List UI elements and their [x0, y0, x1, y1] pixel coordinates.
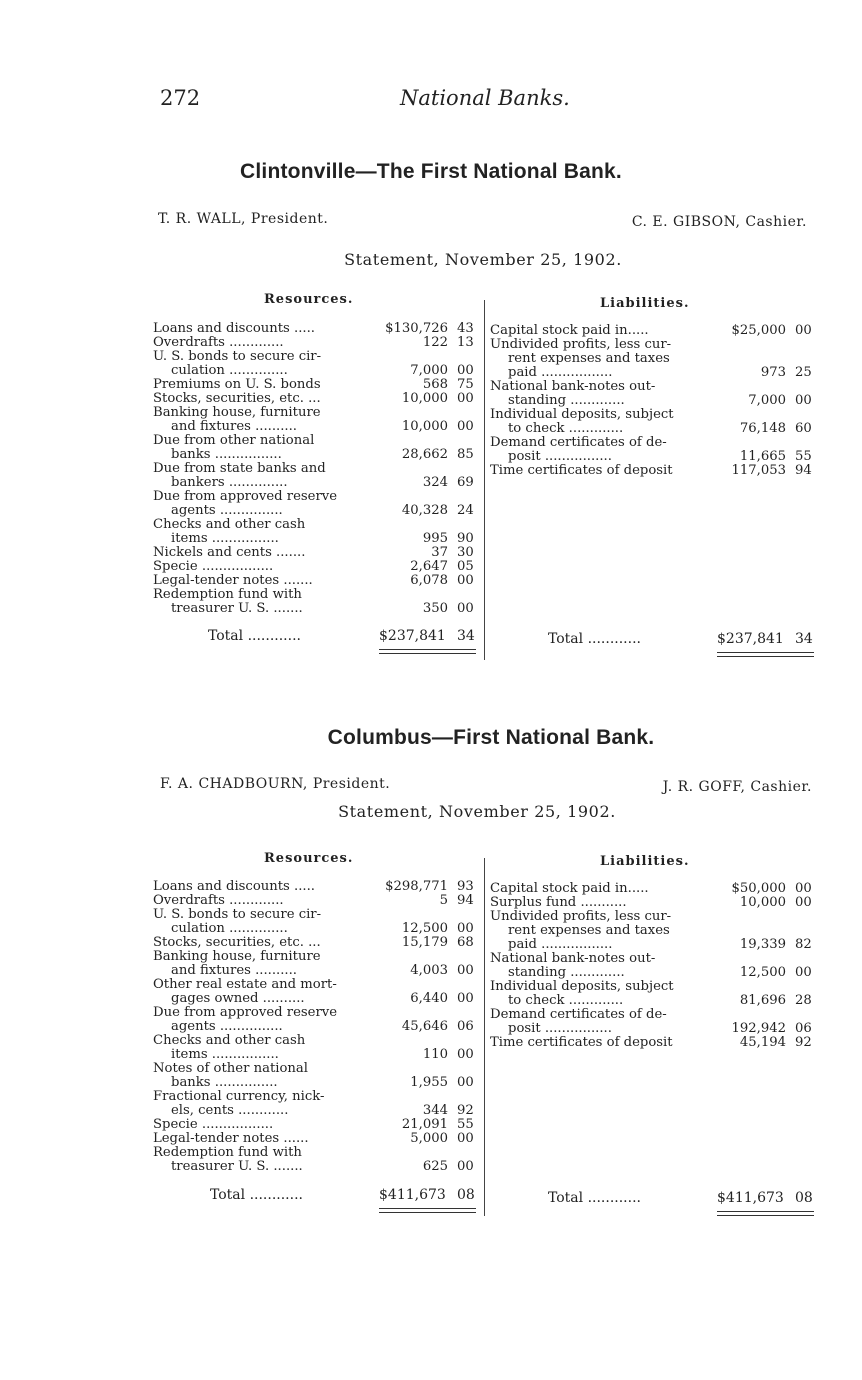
liabilities-total-dollars: $411,673 [717, 1190, 784, 1206]
ledger-label: Capital stock paid in..... [490, 881, 649, 896]
bank-title: Clintonville—The First National Bank. [240, 160, 622, 183]
ledger-label: Due from approved reserve [153, 1005, 338, 1020]
ledger-cents: 69 [457, 475, 474, 490]
ledger-cents: 05 [457, 559, 474, 574]
ledger-row [153, 1076, 479, 1090]
ledger-label: Due from state banks and [153, 461, 326, 476]
liabilities-total-cents: 08 [795, 1190, 813, 1206]
ledger-dollars: 40,328 [401, 503, 448, 518]
ledger-label: els, cents ............ [171, 1103, 289, 1118]
ledger-row [153, 560, 479, 574]
president: T. R. WALL, President. [158, 211, 329, 227]
ledger-cents: 93 [457, 879, 474, 894]
double-rule [717, 652, 814, 657]
ledger-row [153, 894, 479, 908]
ledger-label: bankers .............. [171, 475, 288, 490]
ledger-label: U. S. bonds to secure cir- [153, 907, 322, 922]
ledger-row [153, 476, 479, 490]
ledger-row [153, 462, 479, 476]
ledger-dollars: 192,942 [731, 1021, 786, 1036]
ledger-label: items ................ [171, 531, 279, 546]
ledger-label: banks ................ [171, 447, 282, 462]
ledger-cents: 06 [457, 1019, 474, 1034]
ledger-row [153, 1006, 479, 1020]
ledger-label: Due from other national [153, 433, 315, 448]
ledger-dollars: 81,696 [739, 993, 786, 1008]
ledger-cents: 94 [795, 463, 812, 478]
ledger-cents: 00 [457, 991, 474, 1006]
president: F. A. CHADBOURN, President. [160, 776, 391, 792]
ledger-row [490, 980, 816, 994]
ledger-cents: 85 [457, 447, 474, 462]
ledger-row [153, 448, 479, 462]
ledger-dollars: 37 [431, 545, 448, 560]
ledger-label: paid ................. [508, 937, 613, 952]
ledger-row [153, 350, 479, 364]
ledger-label: Legal-tender notes ...... [153, 1131, 309, 1146]
ledger-label: Stocks, securities, etc. ... [153, 935, 321, 950]
ledger-label: Stocks, securities, etc. ... [153, 391, 321, 406]
ledger-row [490, 1036, 816, 1050]
ledger-label: Nickels and cents ....... [153, 545, 306, 560]
ledger-row [490, 422, 816, 436]
liabilities-total-cents: 34 [795, 631, 813, 647]
ledger-row [153, 950, 479, 964]
ledger-label: banks ............... [171, 1075, 278, 1090]
ledger-dollars: 2,647 [410, 559, 448, 574]
resources-total-cents: 34 [457, 628, 475, 644]
ledger-row [153, 1118, 479, 1132]
ledger-dollars: 21,091 [401, 1117, 448, 1132]
ledger-label: Undivided profits, less cur- [490, 337, 672, 352]
ledger-label: culation .............. [171, 921, 288, 936]
liabilities-list [490, 324, 816, 478]
ledger-label: to check ............. [508, 993, 624, 1008]
ledger-dollars: 28,662 [401, 447, 448, 462]
double-rule [379, 649, 476, 654]
ledger-cents: 00 [457, 921, 474, 936]
ledger-dollars: 1,955 [410, 1075, 448, 1090]
ledger-label: Specie ................. [153, 559, 274, 574]
ledger-row [153, 588, 479, 602]
ledger-row [490, 450, 816, 464]
ledger-dollars: 7,000 [748, 393, 786, 408]
liabilities-heading: Liabilities. [600, 296, 690, 311]
double-rule [379, 1208, 476, 1213]
ledger-row [153, 1034, 479, 1048]
ledger-label: treasurer U. S. ....... [171, 1159, 303, 1174]
ledger-label: and fixtures .......... [171, 963, 298, 978]
ledger-row [153, 1160, 479, 1174]
ledger-dollars: 350 [422, 601, 448, 616]
ledger-dollars: 5,000 [410, 1131, 448, 1146]
ledger-row [490, 380, 816, 394]
ledger-row [490, 910, 816, 924]
ledger-dollars: 117,053 [731, 463, 786, 478]
ledger-row [490, 408, 816, 422]
ledger-label: gages owned .......... [171, 991, 305, 1006]
resources-total-cents: 08 [457, 1187, 475, 1203]
ledger-dollars: 7,000 [410, 363, 448, 378]
ledger-label: Checks and other cash [153, 517, 306, 532]
ledger-label: Legal-tender notes ....... [153, 573, 313, 588]
ledger-row [153, 336, 479, 350]
resources-list [153, 880, 479, 1174]
ledger-cents: 00 [457, 1159, 474, 1174]
ledger-row [490, 952, 816, 966]
ledger-row [490, 352, 816, 366]
running-title: National Banks. [400, 86, 570, 110]
ledger-dollars: $298,771 [385, 879, 448, 894]
ledger-cents: 00 [457, 1075, 474, 1090]
ledger-dollars: $130,726 [385, 321, 448, 336]
ledger-row [490, 1008, 816, 1022]
ledger-cents: 00 [795, 393, 812, 408]
liabilities-list [490, 882, 816, 1050]
ledger-row [153, 908, 479, 922]
ledger-dollars: 6,440 [410, 991, 448, 1006]
ledger-row [153, 322, 479, 336]
ledger-row [153, 392, 479, 406]
ledger-label: rent expenses and taxes [508, 923, 670, 938]
ledger-label: Time certificates of deposit [490, 1035, 673, 1050]
ledger-dollars: 568 [422, 377, 448, 392]
ledger-row [490, 924, 816, 938]
ledger-row [490, 966, 816, 980]
ledger-row [490, 464, 816, 478]
ledger-dollars: 76,148 [739, 421, 786, 436]
ledger-cents: 00 [457, 601, 474, 616]
ledger-cents: 00 [457, 1047, 474, 1062]
ledger-cents: 00 [457, 391, 474, 406]
ledger-cents: 00 [457, 363, 474, 378]
ledger-row [153, 1020, 479, 1034]
ledger-label: standing ............. [508, 393, 625, 408]
ledger-cents: 00 [457, 963, 474, 978]
ledger-label: items ................ [171, 1047, 279, 1062]
ledger-label: Overdrafts ............. [153, 335, 284, 350]
ledger-dollars: 15,179 [401, 935, 448, 950]
ledger-cents: 13 [457, 335, 474, 350]
ledger-label: Specie ................. [153, 1117, 274, 1132]
ledger-label: Fractional currency, nick- [153, 1089, 325, 1104]
ledger-label: Redemption fund with [153, 587, 302, 602]
ledger-row [153, 518, 479, 532]
ledger-row [153, 602, 479, 616]
ledger-label: paid ................. [508, 365, 613, 380]
column-divider [484, 858, 485, 1216]
ledger-dollars: 4,003 [410, 963, 448, 978]
ledger-label: culation .............. [171, 363, 288, 378]
ledger-dollars: 10,000 [739, 895, 786, 910]
ledger-row [153, 434, 479, 448]
ledger-dollars: 45,646 [401, 1019, 448, 1034]
ledger-label: Demand certificates of de- [490, 435, 667, 450]
ledger-label: Surplus fund ........... [490, 895, 627, 910]
ledger-label: standing ............. [508, 965, 625, 980]
ledger-label: Notes of other national [153, 1061, 308, 1076]
ledger-dollars: 19,339 [739, 937, 786, 952]
ledger-dollars: 995 [422, 531, 448, 546]
ledger-cents: 92 [457, 1103, 474, 1118]
ledger-dollars: 122 [422, 335, 448, 350]
ledger-dollars: 344 [422, 1103, 448, 1118]
ledger-label: Overdrafts ............. [153, 893, 284, 908]
resources-total-dollars: $237,841 [379, 628, 446, 644]
ledger-row [490, 338, 816, 352]
ledger-row [490, 324, 816, 338]
resources-heading: Resources. [264, 851, 354, 866]
ledger-row [153, 1132, 479, 1146]
ledger-cents: 92 [795, 1035, 812, 1050]
ledger-cents: 00 [795, 965, 812, 980]
ledger-label: Banking house, furniture [153, 405, 321, 420]
ledger-row [153, 378, 479, 392]
ledger-row [153, 1090, 479, 1104]
liabilities-total-dollars: $237,841 [717, 631, 784, 647]
ledger-row [490, 882, 816, 896]
ledger-dollars: 973 [760, 365, 786, 380]
ledger-row [153, 504, 479, 518]
ledger-dollars: 11,665 [739, 449, 786, 464]
ledger-row [490, 394, 816, 408]
ledger-label: National bank-notes out- [490, 951, 656, 966]
ledger-cents: 60 [795, 421, 812, 436]
ledger-label: National bank-notes out- [490, 379, 656, 394]
ledger-label: Demand certificates of de- [490, 1007, 667, 1022]
ledger-cents: 28 [795, 993, 812, 1008]
ledger-label: rent expenses and taxes [508, 351, 670, 366]
ledger-cents: 55 [457, 1117, 474, 1132]
ledger-dollars: 110 [422, 1047, 448, 1062]
ledger-label: Banking house, furniture [153, 949, 321, 964]
liabilities-total-label: Total ............ [548, 1190, 641, 1206]
ledger-cents: 68 [457, 935, 474, 950]
ledger-label: posit ................ [508, 449, 612, 464]
ledger-row [153, 1048, 479, 1062]
ledger-row [153, 574, 479, 588]
cashier: C. E. GIBSON, Cashier. [631, 214, 807, 230]
ledger-row [153, 532, 479, 546]
ledger-cents: 25 [795, 365, 812, 380]
ledger-label: U. S. bonds to secure cir- [153, 349, 322, 364]
resources-total-dollars: $411,673 [379, 1187, 446, 1203]
double-rule [717, 1211, 814, 1216]
ledger-dollars: 12,500 [739, 965, 786, 980]
ledger-label: Loans and discounts ..... [153, 321, 315, 336]
ledger-dollars: $50,000 [731, 881, 786, 896]
ledger-label: treasurer U. S. ....... [171, 601, 303, 616]
ledger-cents: 00 [457, 419, 474, 434]
ledger-dollars: 324 [422, 475, 448, 490]
ledger-cents: 00 [457, 1131, 474, 1146]
resources-total-label: Total ............ [208, 628, 301, 644]
ledger-cents: 90 [457, 531, 474, 546]
resources-heading: Resources. [264, 292, 354, 307]
ledger-row [490, 366, 816, 380]
ledger-row [153, 490, 479, 504]
ledger-row [153, 922, 479, 936]
ledger-row [490, 436, 816, 450]
statement-date: Statement, November 25, 1902. [338, 802, 616, 821]
ledger-row [153, 420, 479, 434]
ledger-dollars: 6,078 [410, 573, 448, 588]
ledger-label: Undivided profits, less cur- [490, 909, 672, 924]
ledger-dollars: 5 [439, 893, 448, 908]
page-number: 272 [160, 86, 201, 110]
ledger-row [153, 992, 479, 1006]
ledger-row [490, 1022, 816, 1036]
ledger-dollars: 12,500 [401, 921, 448, 936]
ledger-dollars: 10,000 [401, 419, 448, 434]
ledger-cents: 00 [457, 573, 474, 588]
ledger-label: agents ............... [171, 503, 283, 518]
ledger-label: Time certificates of deposit [490, 463, 673, 478]
ledger-row [490, 994, 816, 1008]
ledger-row [153, 964, 479, 978]
ledger-row [153, 936, 479, 950]
ledger-cents: 82 [795, 937, 812, 952]
ledger-dollars: 45,194 [739, 1035, 786, 1050]
ledger-label: Individual deposits, subject [490, 407, 674, 422]
ledger-row [153, 364, 479, 378]
ledger-cents: 75 [457, 377, 474, 392]
ledger-label: Capital stock paid in..... [490, 323, 649, 338]
ledger-label: agents ............... [171, 1019, 283, 1034]
ledger-label: posit ................ [508, 1021, 612, 1036]
ledger-row [153, 546, 479, 560]
ledger-label: Checks and other cash [153, 1033, 306, 1048]
ledger-row [153, 1062, 479, 1076]
ledger-dollars: $25,000 [731, 323, 786, 338]
ledger-row [153, 1146, 479, 1160]
ledger-label: Loans and discounts ..... [153, 879, 315, 894]
ledger-label: Premiums on U. S. bonds [153, 377, 321, 392]
ledger-cents: 55 [795, 449, 812, 464]
ledger-cents: 30 [457, 545, 474, 560]
ledger-cents: 94 [457, 893, 474, 908]
liabilities-heading: Liabilities. [600, 854, 690, 869]
statement-date: Statement, November 25, 1902. [344, 250, 622, 269]
ledger-cents: 00 [795, 323, 812, 338]
ledger-label: Due from approved reserve [153, 489, 338, 504]
ledger-row [153, 978, 479, 992]
liabilities-total-label: Total ............ [548, 631, 641, 647]
cashier: J. R. GOFF, Cashier. [662, 779, 812, 795]
resources-total-label: Total ............ [210, 1187, 303, 1203]
ledger-label: Redemption fund with [153, 1145, 302, 1160]
ledger-row [153, 1104, 479, 1118]
bank-title: Columbus—First National Bank. [327, 726, 655, 749]
ledger-row [153, 880, 479, 894]
ledger-dollars: 625 [422, 1159, 448, 1174]
column-divider [484, 300, 485, 660]
ledger-cents: 43 [457, 321, 474, 336]
ledger-label: to check ............. [508, 421, 624, 436]
ledger-label: Other real estate and mort- [153, 977, 337, 992]
ledger-cents: 24 [457, 503, 474, 518]
ledger-label: and fixtures .......... [171, 419, 298, 434]
ledger-cents: 06 [795, 1021, 812, 1036]
ledger-dollars: 10,000 [401, 391, 448, 406]
ledger-row [490, 938, 816, 952]
ledger-cents: 00 [795, 881, 812, 896]
resources-list [153, 322, 479, 616]
ledger-label: Individual deposits, subject [490, 979, 674, 994]
ledger-row [490, 896, 816, 910]
ledger-row [153, 406, 479, 420]
ledger-cents: 00 [795, 895, 812, 910]
